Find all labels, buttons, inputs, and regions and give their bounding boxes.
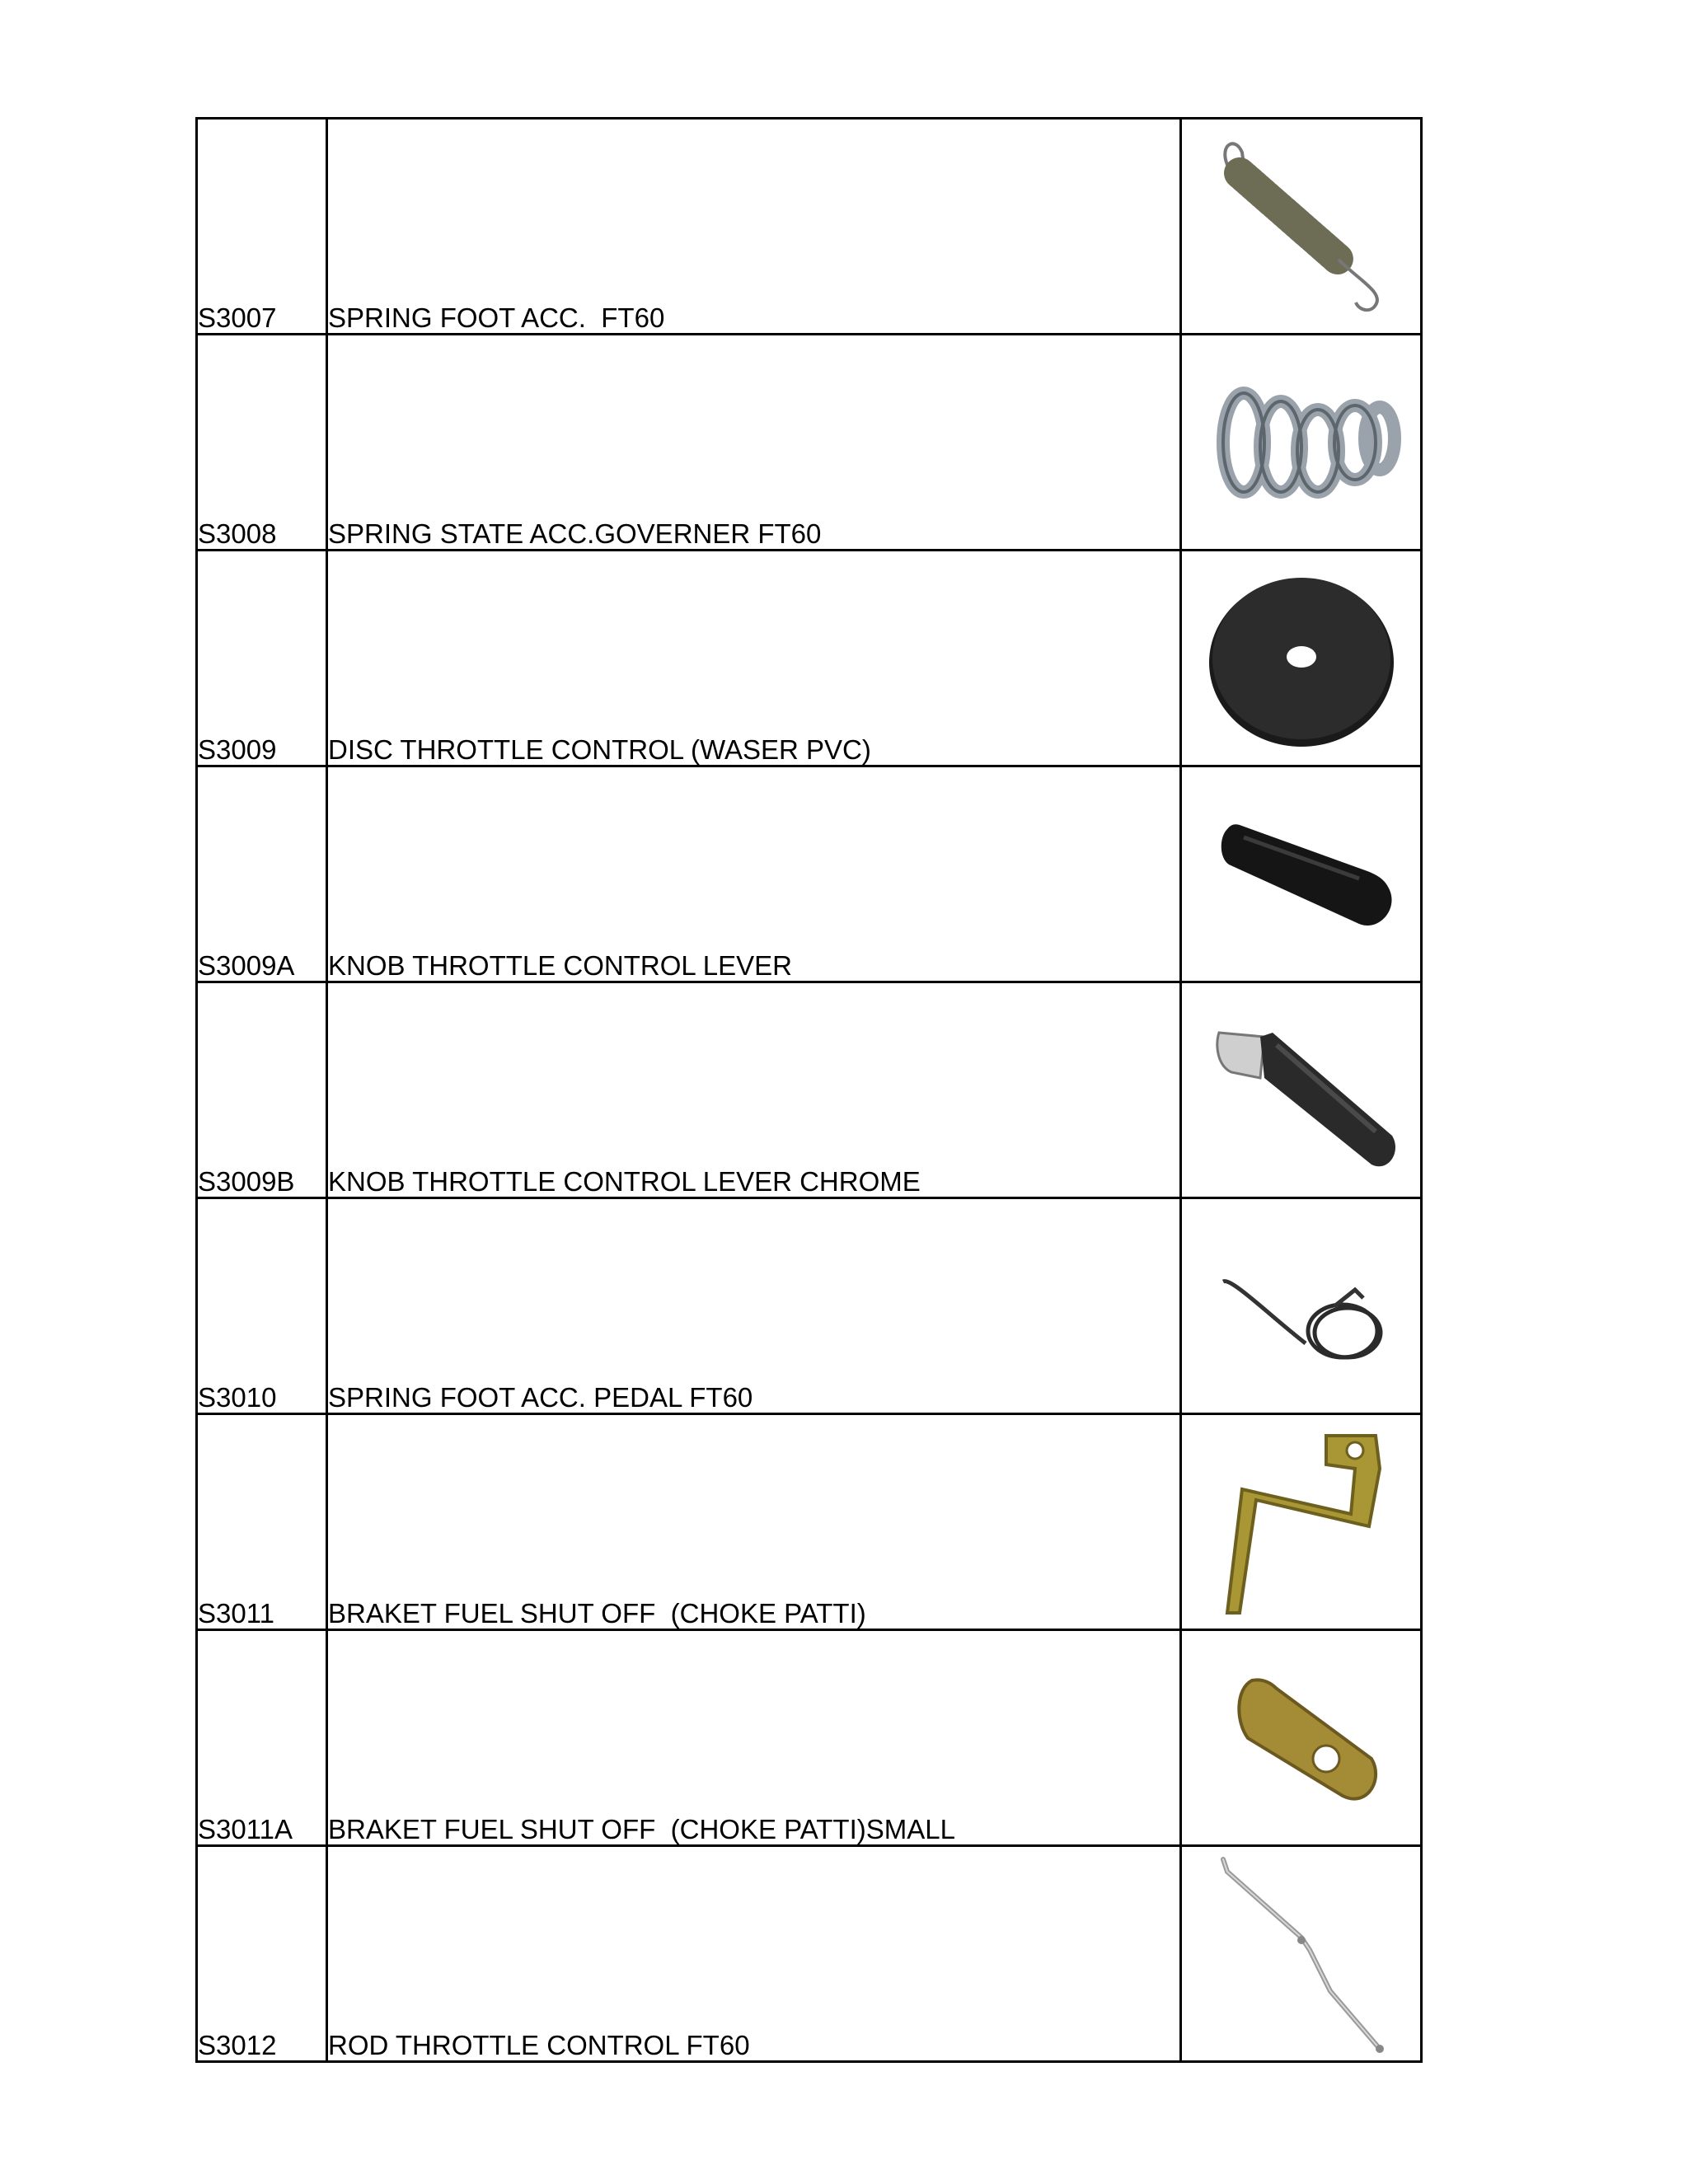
part-description: SPRING FOOT ACC. PEDAL FT60 (327, 1198, 1181, 1414)
part-code: S3009 (197, 551, 327, 766)
part-image-cell (1181, 1630, 1422, 1846)
black-washer-image (1203, 560, 1400, 757)
table-row (197, 1198, 1422, 1414)
table-row (197, 1630, 1422, 1846)
coil-spring-image (1194, 360, 1409, 525)
part-description: ROD THROTTLE CONTROL FT60 (327, 1846, 1181, 2062)
part-description: KNOB THROTTLE CONTROL LEVER (327, 766, 1181, 982)
part-description: DISC THROTTLE CONTROL (WASER PVC) (327, 551, 1181, 766)
part-code: S3010 (197, 1198, 327, 1414)
table-row (197, 1846, 1422, 2062)
part-code: S3009B (197, 982, 327, 1198)
table-row (197, 335, 1422, 551)
part-image-cell (1181, 982, 1422, 1198)
part-code: S3008 (197, 335, 327, 551)
chrome-knob-image (1194, 1000, 1409, 1181)
part-code: S3012 (197, 1846, 327, 2062)
table-row (197, 1414, 1422, 1630)
part-description: KNOB THROTTLE CONTROL LEVER CHROME (327, 982, 1181, 1198)
black-knob-image (1194, 792, 1409, 957)
part-image-cell (1181, 766, 1422, 982)
part-description: SPRING STATE ACC.GOVERNER FT60 (327, 335, 1181, 551)
part-image-cell (1181, 1198, 1422, 1414)
part-code: S3011A (197, 1630, 327, 1846)
part-image-cell (1181, 335, 1422, 551)
table-row (197, 766, 1422, 982)
small-bracket-image (1203, 1656, 1400, 1821)
part-image-cell (1181, 1414, 1422, 1630)
part-image-cell (1181, 551, 1422, 766)
part-code: S3007 (197, 119, 327, 335)
bracket-image (1194, 1419, 1409, 1625)
part-image-cell (1181, 119, 1422, 335)
throttle-rod-image (1194, 1851, 1409, 2057)
table-row (197, 119, 1422, 335)
part-code: S3009A (197, 766, 327, 982)
torsion-spring-image (1194, 1224, 1409, 1389)
part-description: BRAKET FUEL SHUT OFF (CHOKE PATTI) (327, 1414, 1181, 1630)
part-description: SPRING FOOT ACC. FT60 (327, 119, 1181, 335)
parts-table (195, 117, 1423, 2063)
part-code: S3011 (197, 1414, 327, 1630)
part-image-cell (1181, 1846, 1422, 2062)
table-row (197, 982, 1422, 1198)
part-description: BRAKET FUEL SHUT OFF (CHOKE PATTI)SMALL (327, 1630, 1181, 1846)
extension-spring-image (1194, 128, 1409, 326)
table-row (197, 551, 1422, 766)
